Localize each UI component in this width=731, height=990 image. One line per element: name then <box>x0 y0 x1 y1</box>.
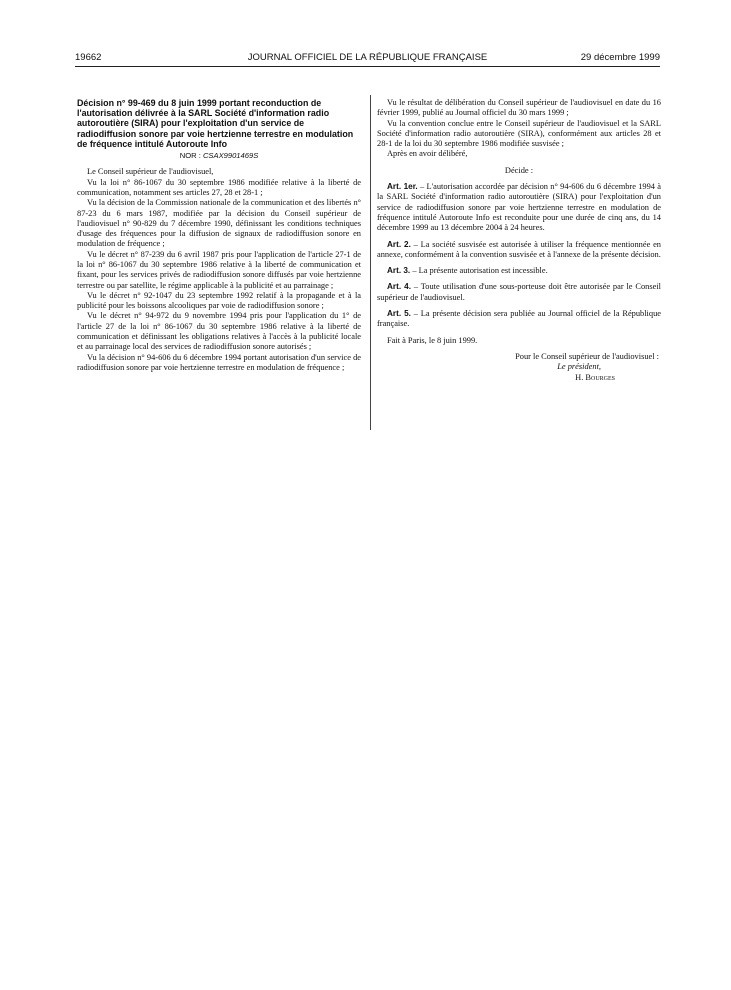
article-label: Art. 4. <box>387 282 411 292</box>
nor-label: NOR : <box>179 151 201 161</box>
article-text: – La présente autorisation est incessible. <box>410 266 548 276</box>
preamble-paragraph: Vu le décret n° 92-1047 du 23 septembre 1992 relatif à la propagande et à la publicité pour les boissons alcooliques par voie de radiodiffusion sonore ; <box>77 290 361 311</box>
article-1 <box>377 182 661 233</box>
nor-reference <box>77 151 361 161</box>
preamble-paragraph: Le Conseil supérieur de l'audiovisuel, <box>87 167 214 177</box>
article-text: – Toute utilisation d'une sous-porteuse doit être autorisée par le Conseil supérieur de l'audiovisuel. <box>377 282 661 302</box>
decide-heading: Décide : <box>504 165 534 175</box>
done-at-line: Fait à Paris, le 8 juin 1999. <box>387 335 478 345</box>
right-column <box>377 98 661 383</box>
preamble-paragraph: Vu le résultat de délibération du Conseil supérieur de l'audiovisuel en date du 16 février 1999, publié au Journal officiel du 30 mars 1999 ; <box>377 98 661 118</box>
article-label: Art. 5. <box>387 309 411 319</box>
nor-code: CSAX9901469S <box>202 151 259 161</box>
page-header <box>75 52 660 66</box>
preamble-paragraph: Vu la décision de la Commission nationale de la communication et des libertés n° 87-23 du 6 mars 1987, modifiée par la décision du Conseil supérieur de l'audiovisuel n° 90-829 du 7 décembre 1990, définissant les conditions techniques d'usage des fréquences pour la diffusion de signaux de radiodiffusion sonore en modulation de fréquence ; <box>77 198 361 249</box>
article-label: Art. 3. <box>387 266 411 276</box>
preamble-paragraph: Vu la loi n° 86-1067 du 30 septembre 1986 modifiée relative à la liberté de communication, notamment ses articles 27, 28 et 28-1 ; <box>77 177 361 197</box>
signature-role: Le président, <box>557 362 601 372</box>
article-4 <box>377 282 661 303</box>
article-2 <box>377 240 661 261</box>
signature-name: H. Bourges <box>575 372 615 382</box>
preamble-paragraph: Vu le décret n° 87-239 du 6 avril 1987 pris pour l'application de l'article 27-1 de la loi n° 86-1067 du 30 septembre 1986 relative à la liberté de communication et fixant, pour les services privés de radiodiffusion sonore diffusés par voie hertzienne terrestre ou par satellite, le régime applicable à la publicité et au parrainage ; <box>77 249 361 290</box>
preamble-paragraph: Vu la décision n° 94-606 du 6 décembre 1994 portant autorisation d'un service de radiodiffusion sonore par voie hertzienne terrestre en modulation de fréquence ; <box>77 352 361 372</box>
left-column <box>77 98 361 373</box>
page-number: 19662 <box>75 52 102 63</box>
preamble-paragraph: Vu le décret n° 94-972 du 9 novembre 1994 pris pour l'application du 1° de l'article 27 de la loi n° 86-1067 du 30 septembre 1986 relative à la liberté de communication et définissant les obligations relatives à l'accès à la publicité locale et au parrainage local des services de radiodiffusion sonore autorisés ; <box>77 311 361 352</box>
article-5 <box>377 309 661 330</box>
article-text: – L'autorisation accordée par décision n° 94-606 du 6 décembre 1994 à la SARL Société d'information radio autoroutière (SIRA) pour l'exploitation d'un service de radiodiffusion sonore par voie hertzienne terrestre en modulation de fréquence intitulé Autoroute Info est reconduite pour une durée de cinq ans, du 14 décembre 1999 au 13 décembre 2004 à 24 heures. <box>377 182 662 233</box>
article-label: Art. 1er. <box>387 182 418 192</box>
header-rule <box>75 66 660 67</box>
issue-date: 29 décembre 1999 <box>580 52 660 63</box>
article-text: – La présente décision sera publiée au Journal officiel de la République française. <box>377 309 661 329</box>
signature-line: Pour le Conseil supérieur de l'audiovisuel : <box>515 351 659 361</box>
preamble-paragraph: Après en avoir délibéré, <box>387 149 468 159</box>
column-divider <box>370 95 371 430</box>
signature-block <box>377 352 661 384</box>
decision-title: Décision n° 99-469 du 8 juin 1999 portant reconduction de l'autorisation délivrée à la SARL Société d'information radio autoroutière (SIRA) pour l'exploitation d'un service de radiodiffusion sonore par voie hertzienne terrestre en modulation de fréquence intitulé Autoroute Info <box>77 98 354 149</box>
journal-title: JOURNAL OFFICIEL DE LA RÉPUBLIQUE FRANÇAISE <box>247 52 488 63</box>
article-label: Art. 2. <box>387 239 411 249</box>
article-3 <box>377 266 661 276</box>
preamble-paragraph: Vu la convention conclue entre le Conseil supérieur de l'audiovisuel et la SARL Société d'information radio autoroutière (SIRA), conformément aux articles 28 et 28-1 de la loi du 30 septembre 1986 modifiée susvisée ; <box>377 118 661 149</box>
article-text: – La société susvisée est autorisée à utiliser la fréquence mentionnée en annexe, conformément à la convention susvisée et à l'annexe de la présente décision. <box>377 239 661 259</box>
